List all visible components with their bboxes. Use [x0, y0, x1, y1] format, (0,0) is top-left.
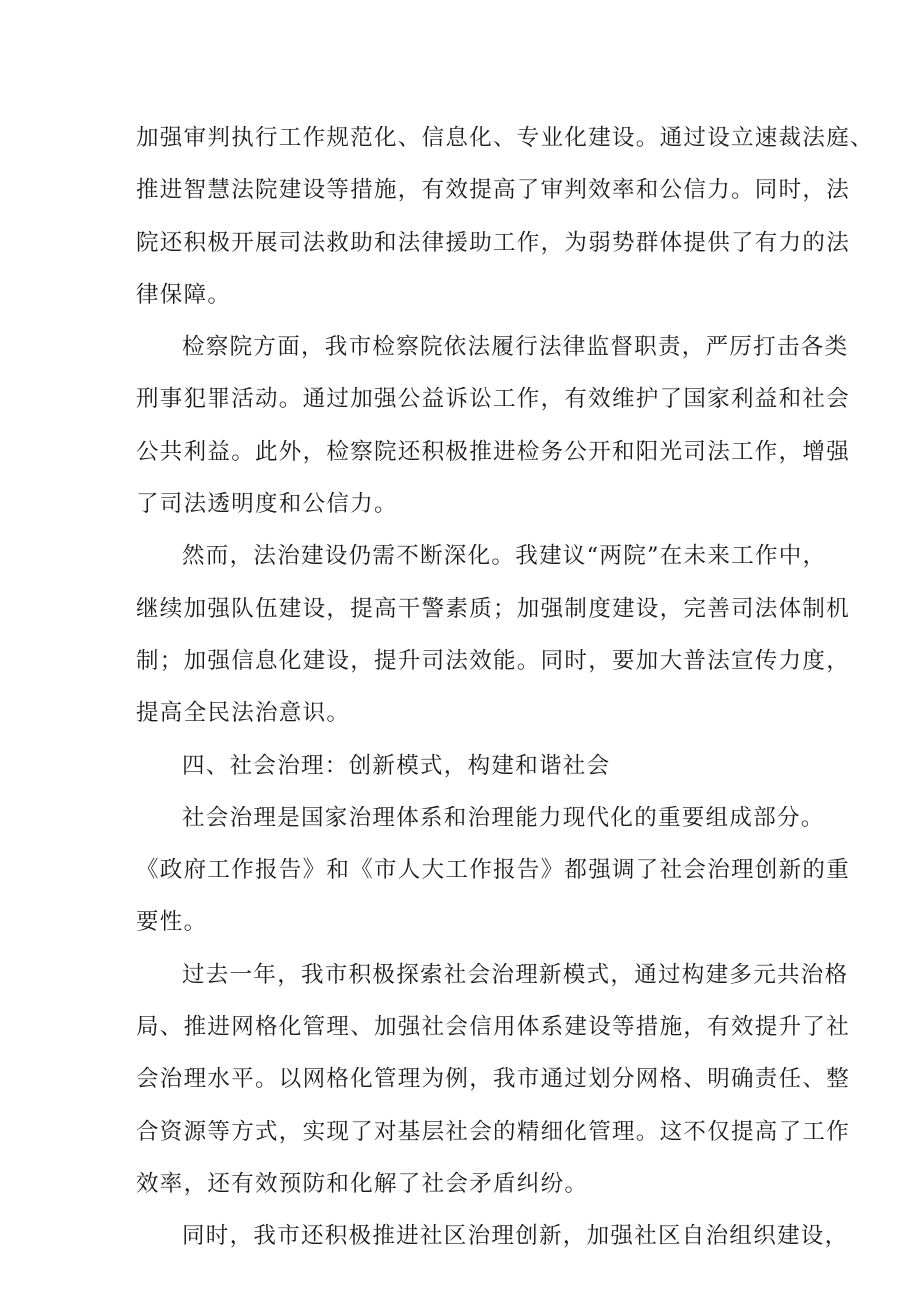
text-line: 院还积极开展司法救助和法律援助工作，为弱势群体提供了有力的法	[136, 229, 851, 256]
text-line: 刑事犯罪活动。通过加强公益诉讼工作，有效维护了国家利益和社会	[136, 386, 851, 413]
text-line: 四、社会治理：创新模式，构建和谐社会	[182, 752, 611, 779]
text-line: 加强审判执行工作规范化、信息化、专业化建设。通过设立速裁法庭、	[136, 125, 874, 151]
text-line: 律保障。	[136, 281, 232, 308]
paragraph	[136, 321, 851, 530]
text-line: 提高全民法治意识。	[136, 700, 351, 727]
paragraph	[136, 1210, 849, 1262]
text-line: 了司法透明度和公信力。	[136, 491, 398, 518]
text-line: 推进智慧法院建设等措施，有效提高了审判效率和公信力。同时，法	[136, 177, 851, 204]
text-line: 制；加强信息化建设，提升司法效能。同时，要加大普法宣传力度，	[136, 647, 851, 674]
paragraph	[136, 112, 874, 321]
text-line: 《政府工作报告》和《市人大工作报告》都强调了社会治理创新的重	[136, 857, 851, 884]
document-body	[136, 112, 874, 1263]
text-line: 过去一年，我市积极探索社会治理新模式，通过构建多元共治格	[182, 961, 849, 988]
text-line: 合资源等方式，实现了对基层社会的精细化管理。这不仅提高了工作	[136, 1118, 851, 1145]
text-line: 局、推进网格化管理、加强社会信用体系建设等措施，有效提升了社	[136, 1014, 851, 1041]
text-line: 然而，法治建设仍需不断深化。我建议“两院”在未来工作中，	[182, 543, 827, 570]
paragraph	[136, 792, 851, 949]
paragraph	[136, 530, 851, 739]
text-line: 效率，还有效预防和化解了社会矛盾纠纷。	[136, 1170, 589, 1197]
text-line: 公共利益。此外，检察院还积极推进检务公开和阳光司法工作，增强	[136, 438, 851, 465]
text-line: 继续加强队伍建设，提高干警素质；加强制度建设，完善司法体制机	[136, 595, 851, 622]
text-line: 同时，我市还积极推进社区治理创新，加强社区自治组织建设，	[182, 1223, 849, 1250]
text-line: 检察院方面，我市检察院依法履行法律监督职责，严厉打击各类	[182, 334, 849, 361]
text-line: 要性。	[136, 909, 208, 936]
text-line: 社会治理是国家治理体系和治理能力现代化的重要组成部分。	[182, 804, 825, 831]
paragraph	[136, 949, 851, 1210]
paragraph	[136, 740, 796, 792]
text-line: 会治理水平。以网格化管理为例，我市通过划分网格、明确责任、整	[136, 1066, 851, 1093]
